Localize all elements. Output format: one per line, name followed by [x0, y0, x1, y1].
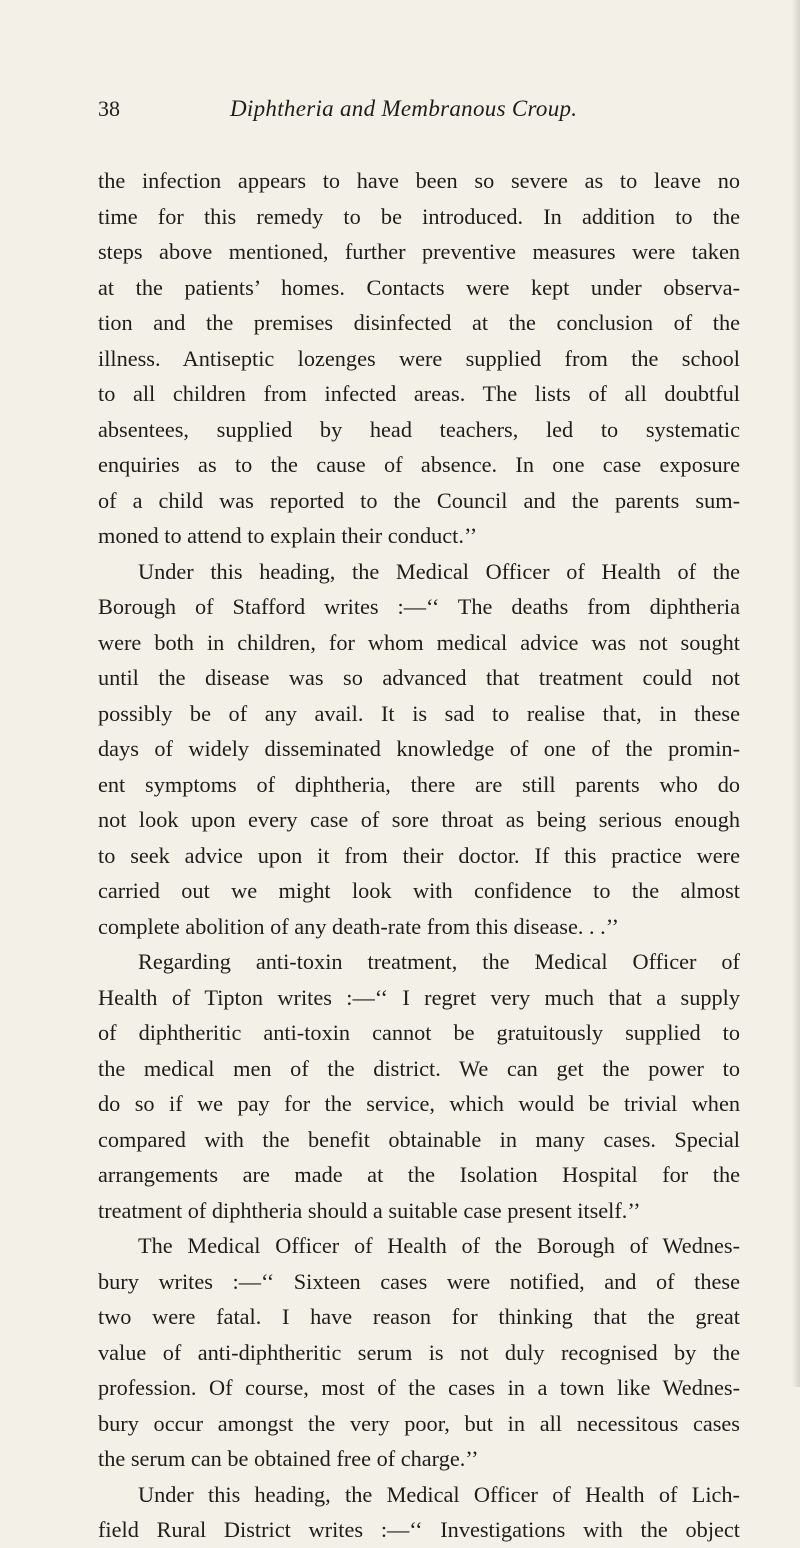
text-line: not look upon every case of sore throat as being serious enough [98, 807, 740, 832]
text-line: ent symptoms of diphtheria, there are still parents who do [98, 771, 740, 797]
text-line: time for this remedy to be introduced. In addition to the [98, 203, 740, 229]
page-number: 38 [98, 96, 120, 121]
text-line: moned to attend to explain their conduct.’’ [98, 523, 478, 548]
text-line: profession. Of course, most of the cases in a town like Wednes- [98, 1375, 740, 1400]
text-line: steps above mentioned, further preventive measures were taken [98, 239, 740, 264]
text-line: Health of Tipton writes :—‘‘ I regret very much that a supply [98, 984, 740, 1010]
page-header [98, 96, 738, 136]
text-line: enquiries as to the cause of absence. In one case exposure [98, 452, 740, 477]
text-line: the infection appears to have been so severe as to leave no [98, 168, 740, 193]
text-line: until the disease was so advanced that treatment could not [98, 665, 740, 690]
text-line: compared with the benefit obtainable in many cases. Special [98, 1126, 740, 1152]
page-edge-shadow [792, 0, 800, 1387]
text-line: the medical men of the district. We can get the power to [98, 1055, 740, 1081]
text-line: do so if we pay for the service, which would be trivial when [98, 1091, 740, 1116]
running-title: Diphtheria and Membranous Croup. [230, 96, 578, 121]
text-line: treatment of diphtheria should a suitable case present itself.’’ [98, 1197, 641, 1223]
text-line: illness. Antiseptic lozenges were supplied from the school [98, 345, 740, 371]
text-line: to all children from infected areas. The lists of all doubtful [98, 381, 740, 406]
text-line: days of widely disseminated knowledge of one of the promin- [98, 736, 740, 761]
text-line: bury writes :—‘‘ Sixteen cases were notified, and of these [98, 1268, 740, 1294]
text-line: carried out we might look with confidence to the almost [98, 878, 740, 903]
text-line: to seek advice upon it from their doctor. If this practice were [98, 842, 740, 868]
text-line: the serum can be obtained free of charge.’’ [98, 1446, 479, 1471]
text-line: value of anti-diphtheritic serum is not duly recognised by the [98, 1339, 740, 1365]
text-line: arrangements are made at the Isolation Hospital for the [98, 1162, 740, 1187]
text-line: absentees, supplied by head teachers, led to systematic [98, 416, 740, 442]
text-line: bury occur amongst the very poor, but in all necessitous cases [98, 1410, 740, 1436]
text-line: tion and the premises disinfected at the conclusion of the [98, 310, 740, 335]
text-line: of a child was reported to the Council and the parents sum- [98, 487, 740, 513]
body-text [98, 163, 740, 1548]
text-line: of diphtheritic anti-toxin cannot be gratuitously supplied to [98, 1020, 740, 1045]
text-line: at the patients’ homes. Contacts were kept under observa- [98, 274, 740, 300]
paragraph-start: Regarding anti-toxin treatment, the Medical Officer of [138, 949, 740, 974]
paragraph-start: The Medical Officer of Health of the Borough of Wednes- [138, 1233, 740, 1258]
text-line: Borough of Stafford writes :—‘‘ The deaths from diphtheria [98, 594, 740, 619]
text-line: complete abolition of any death-rate from this disease. . .’’ [98, 913, 619, 939]
paragraph-start: Under this heading, the Medical Officer of Health of the [138, 558, 740, 584]
text-line: field Rural District writes :—‘‘ Investigations with the object [98, 1517, 740, 1542]
text-line: were both in children, for whom medical advice was not sought [98, 629, 740, 655]
text-line: possibly be of any avail. It is sad to realise that, in these [98, 700, 740, 726]
text-line: two were fatal. I have reason for thinking that the great [98, 1304, 740, 1329]
paragraph-start: Under this heading, the Medical Officer of Health of Lich- [138, 1481, 740, 1507]
